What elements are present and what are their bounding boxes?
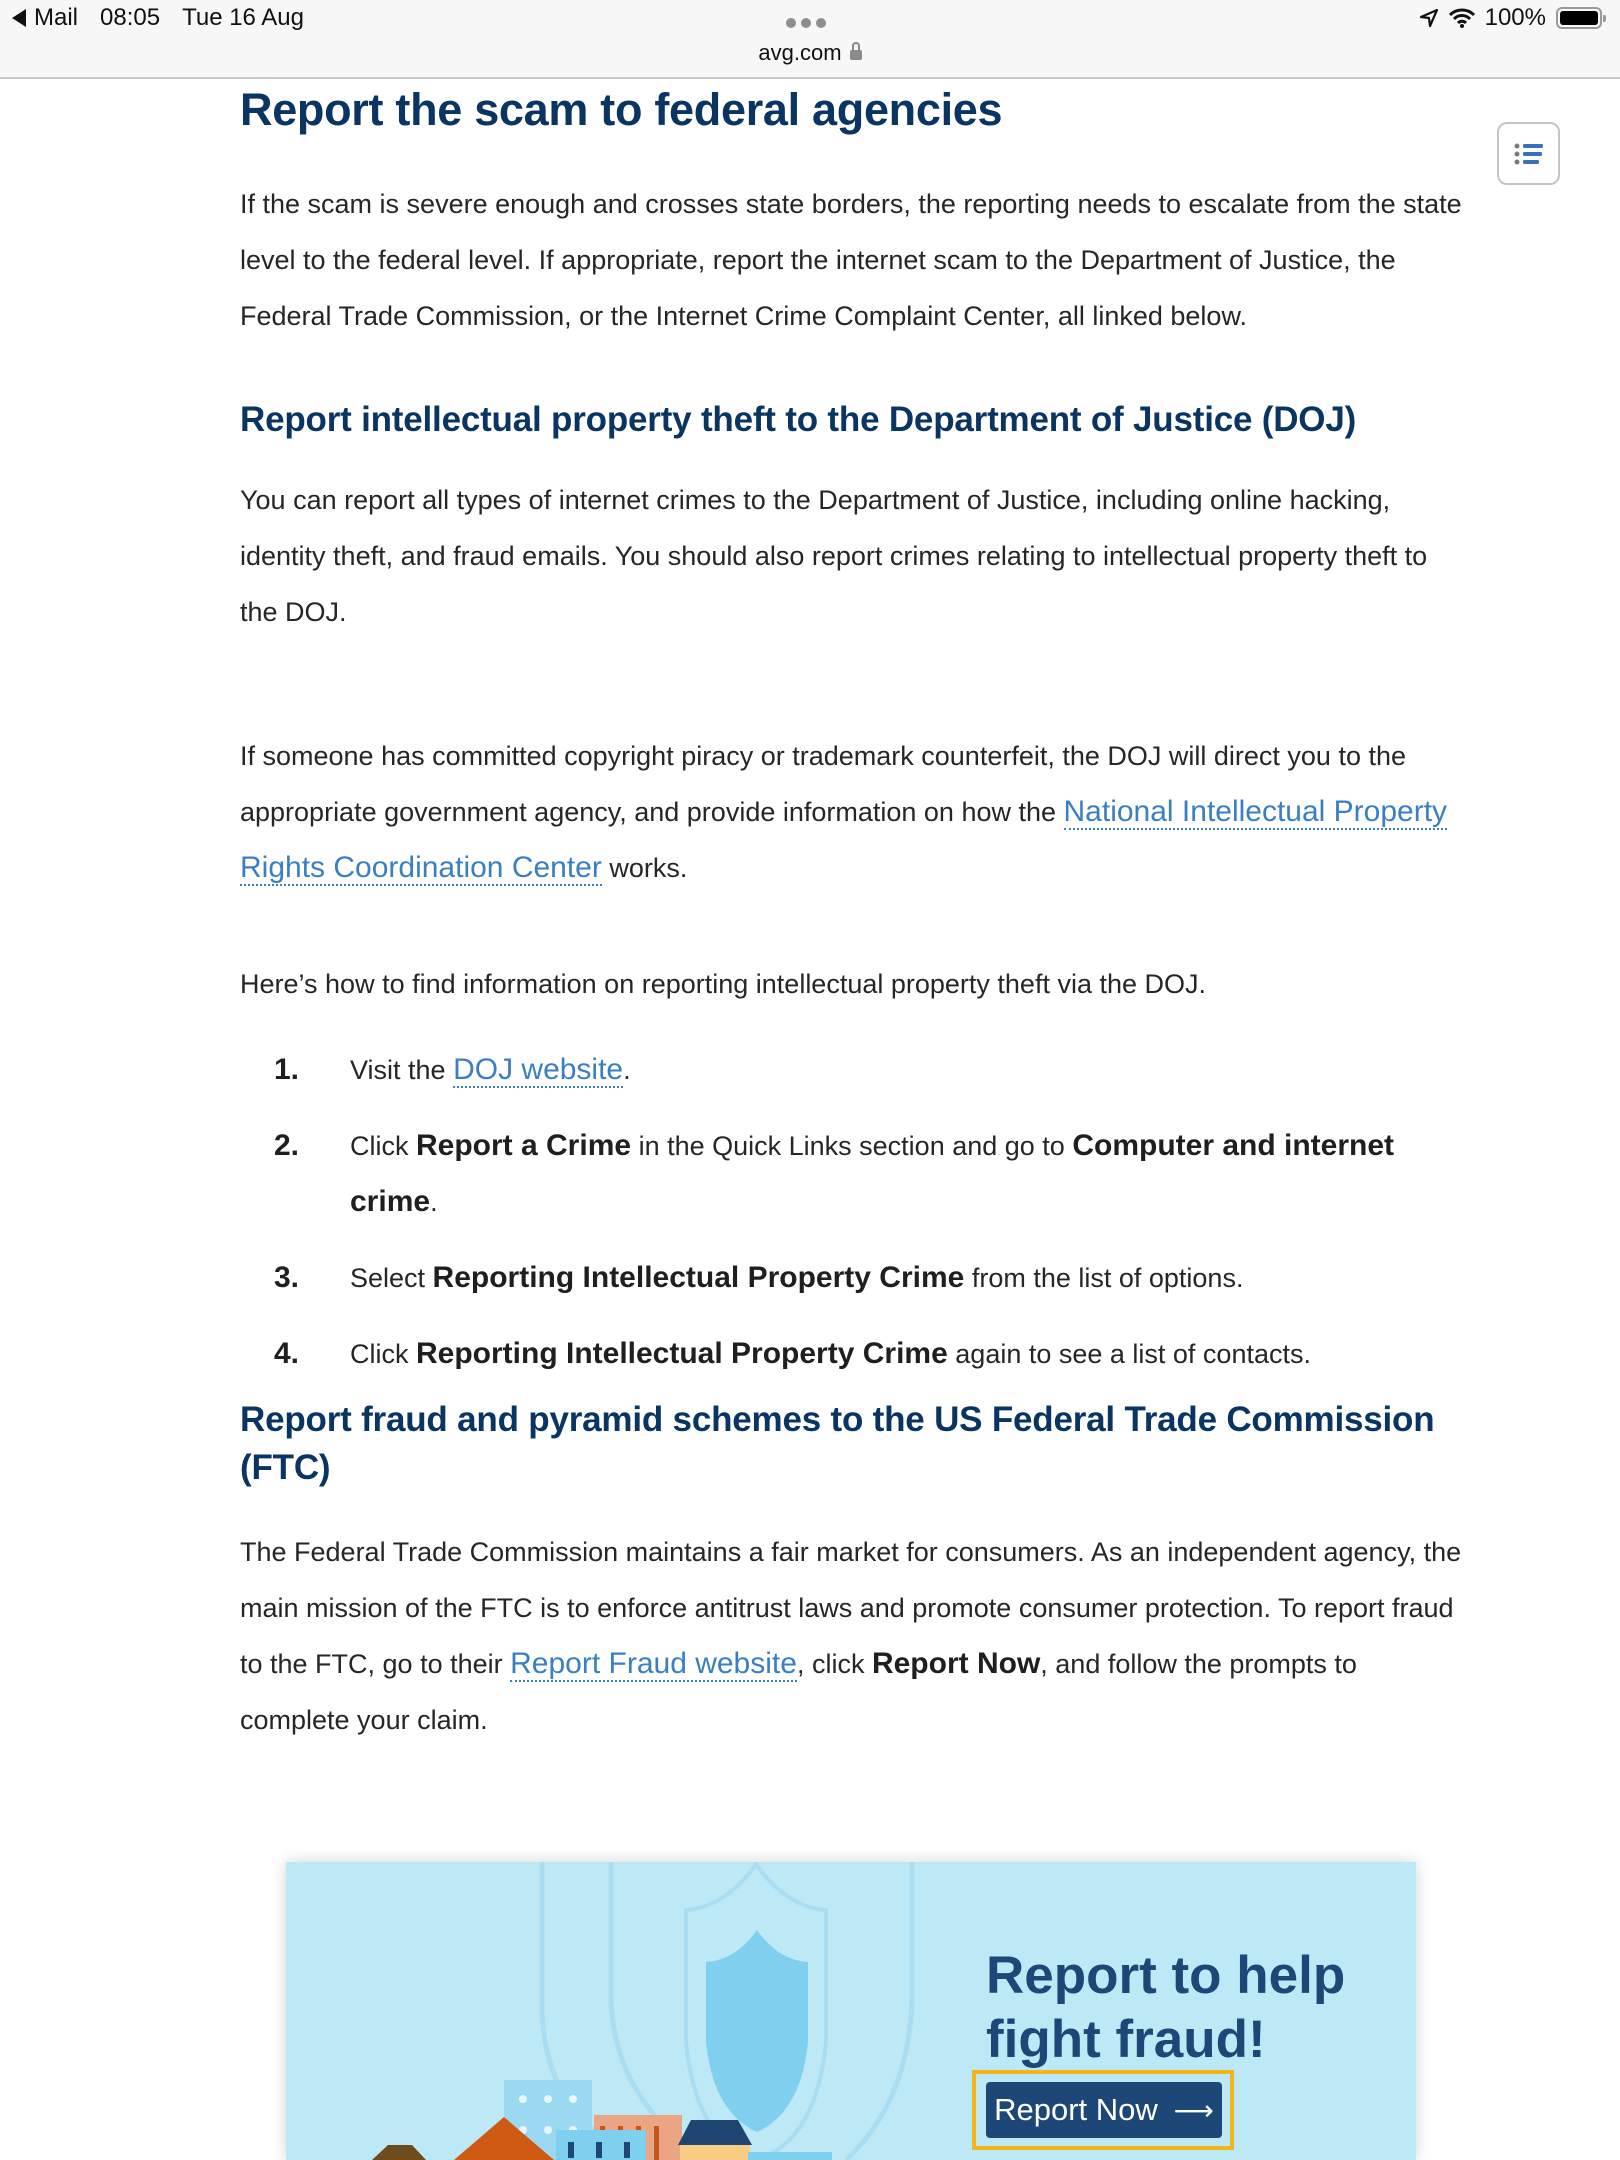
battery-icon xyxy=(1556,7,1602,29)
step-2: 2. Click Report a Crime in the Quick Links section and go to Computer and internet crime. xyxy=(274,1129,1395,1218)
doj-website-link[interactable]: DOJ website xyxy=(453,1053,624,1086)
report-now-button[interactable]: Report Now ⟶ xyxy=(986,2082,1222,2138)
arrow-right-icon: ⟶ xyxy=(1173,2094,1214,2126)
browser-top-bar xyxy=(0,0,1620,79)
report-fraud-banner[interactable] xyxy=(286,1862,1416,2160)
step-3: 3. Select Reporting Intellectual Property Crime from the list of options. xyxy=(274,1261,1244,1294)
status-bar-right xyxy=(1419,4,1602,32)
report-now-highlight xyxy=(972,2070,1234,2150)
url-text: avg.com xyxy=(758,40,842,65)
location-arrow-icon xyxy=(1419,8,1439,28)
more-dots-icon[interactable] xyxy=(786,18,826,28)
back-to-app-label[interactable]: Mail xyxy=(34,4,79,31)
banner-title: Report to help fight fraud! xyxy=(986,1946,1346,2069)
report-fraud-website-link[interactable]: Report Fraud website xyxy=(510,1647,797,1680)
back-to-app-icon[interactable] xyxy=(12,9,26,27)
table-of-contents-button[interactable] xyxy=(1497,122,1560,185)
status-time: 08:05 xyxy=(100,4,161,31)
ftc-paragraph: The Federal Trade Commission maintains a fair market for consumers. As an independent agency, the main mission of the FTC is to enforce antitrust laws and promote consumer protection. To report fraud to the FTC, go to their Report Fraud website, click Report Now, and follow the prompts to complete your claim. xyxy=(240,1537,1462,1735)
subheading-ftc: Report fraud and pyramid schemes to the US Federal Trade Commission (FTC) xyxy=(240,1400,1435,1487)
intro-paragraph: If the scam is severe enough and crosses state borders, the reporting needs to escalate from the state level to the federal level. If appropriate, report the internet scam to the Department of Justice, the Federal Trade Commission, or the Internet Crime Complaint Center, all linked below. xyxy=(240,189,1462,331)
list-icon xyxy=(1514,143,1544,165)
lock-icon xyxy=(850,50,862,60)
subheading-doj: Report intellectual property theft to the Department of Justice (DOJ) xyxy=(240,400,1357,439)
step-4: 4. Click Reporting Intellectual Property Crime again to see a list of contacts. xyxy=(274,1337,1311,1370)
status-date: Tue 16 Aug xyxy=(182,4,304,31)
nipr-center-link[interactable]: National Intellectual Property Rights Coordination Center xyxy=(240,795,1448,884)
address-bar[interactable] xyxy=(0,40,1620,66)
section-heading-federal: Report the scam to federal agencies xyxy=(240,84,1003,135)
doj-paragraph-1: You can report all types of internet crimes to the Department of Justice, including online hacking, identity theft, and fraud emails. You should also report crimes relating to intellectual property theft to the DOJ. xyxy=(240,485,1428,627)
wifi-icon xyxy=(1449,8,1475,28)
doj-paragraph-2: If someone has committed copyright piracy or trademark counterfeit, the DOJ will direct you to the appropriate government agency, and provide information on how the National Intellectual Property Rights Coordination Center works. xyxy=(240,741,1448,884)
step-1: 1. Visit the DOJ website. xyxy=(274,1053,631,1086)
status-bar-left xyxy=(12,4,304,32)
battery-percent: 100% xyxy=(1484,4,1546,31)
doj-paragraph-3: Here’s how to find information on reporting intellectual property theft via the DOJ. xyxy=(240,969,1207,999)
